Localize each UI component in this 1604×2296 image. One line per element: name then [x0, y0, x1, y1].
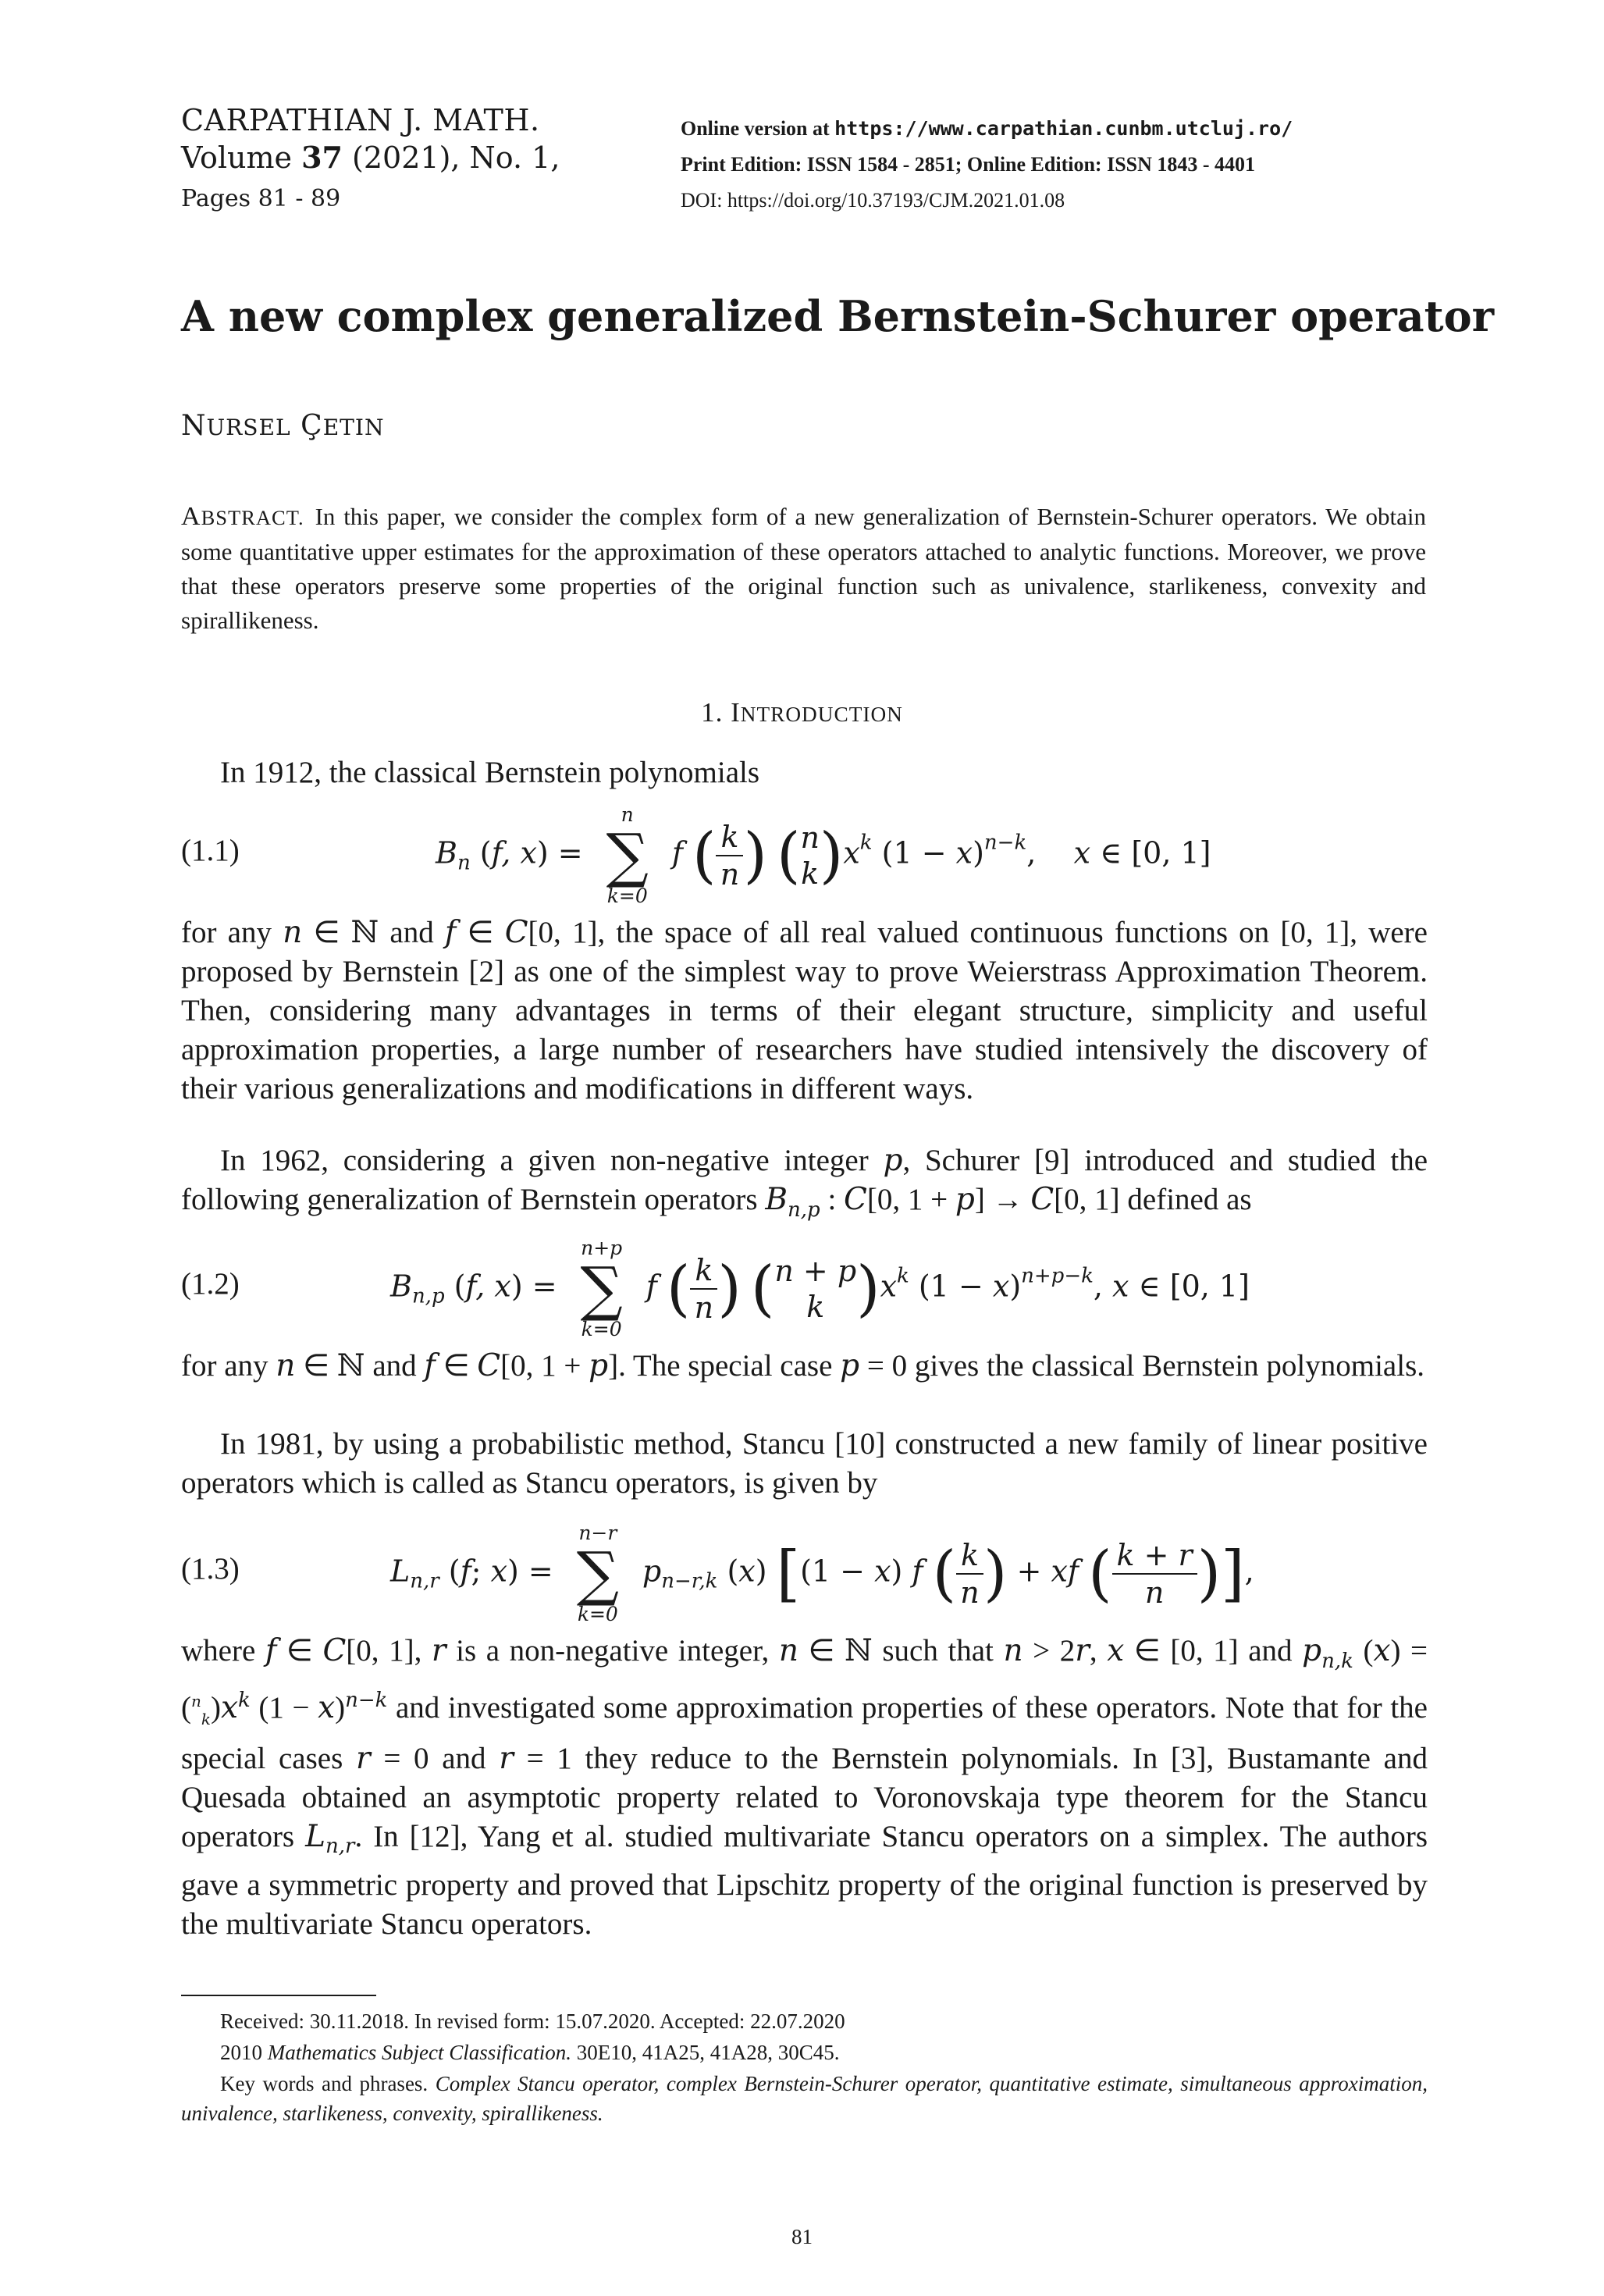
- footnote-rule: [181, 1995, 376, 1996]
- equation-1-1: $B_n$ (f, x) = n ∑ k=0 f ( $\frac{k}{n}$ ) ( n k )$x^k$ $(1 - x)^{n-k}$, x ∈ [0, 1]: [436, 803, 1211, 907]
- equation-1-3: $L_{n,r}$ (f; x) = n−r ∑ k=0 $p_{n-r,k}$ (x) [(1 − x) f ( $\frac{k}{n}$ ) + xf ( $\frac{k + r}{n}$ )],: [390, 1522, 1254, 1625]
- author-name: NURSEL ÇETIN: [181, 410, 385, 442]
- paragraph-3: In 1962, considering a given non-negative integer p, Schurer [9] introduced and studied the following generalization of Bernstein operators $B_{n,p}$ : C[0, 1 + p] → C[0, 1] defined as: [181, 1143, 1428, 1222]
- equation-1-2-label: (1.2): [181, 1267, 240, 1301]
- online-url-link[interactable]: https://www.carpathian.cunbm.utcluj.ro/: [834, 117, 1293, 140]
- journal-name: CARPATHIAN J. MATH.: [181, 103, 540, 137]
- online-version: Online version at https://www.carpathian.cunbm.utcluj.ro/: [681, 117, 1293, 140]
- footnote-received: Received: 30.11.2018. In revised form: 15.07.2020. Accepted: 22.07.2020: [220, 2009, 845, 2033]
- journal-volume: Volume 37 (2021), No. 1,: [181, 140, 560, 175]
- abstract-label: ABSTRACT.: [181, 502, 304, 531]
- journal-header-left: [181, 101, 618, 217]
- paragraph-5: In 1981, by using a probabilistic method, Stancu [10] constructed a new family of linear positive operators which is called as Stancu operators, is given by: [181, 1427, 1428, 1500]
- paragraph-1: In 1912, the classical Bernstein polynomials: [220, 756, 760, 789]
- page-number: 81: [791, 2225, 813, 2248]
- paragraph-6: where f ∈ C[0, 1], r is a non-negative integer, n ∈ ℕ such that n > 2r, x ∈ [0, 1] and $p_{n,k}$ $(x) = (^n_k)x^k$ $(1 - x)^{n-k}$ and investigated some approximation properties of these operators. Note that for the special cases r = 0 and r = 1 they reduce to the Bernstein polynomials. In [3], Bustamante and Quesada obtained an asymptotic property related to Voronovskaja type theorem for the Stancu operators $L_{n,r}$. In [12], Yang et al. studied multivariate Stancu operators on a simplex. The authors gave a symmetric property and proved that Lipschitz property of the original function is preserved by the multivariate Stancu operators.: [181, 1633, 1428, 1942]
- equation-1-2: $B_{n,p}$ (f, x) = n+p ∑ k=0 f ( $\frac{k}{n}$ ) ( n + p k )$x^k$ $(1 - x)^{n+p-k}$, x ∈ [0, 1]: [390, 1237, 1250, 1340]
- equation-1-1-label: (1.1): [181, 834, 240, 867]
- abstract-text: In this paper, we consider the complex form of a new generalization of Bernstein-Schurer operators. We obtain some quantitative upper estimates for the approximation of these operators attached to analytic functions. Moreover, we prove that these operators preserve some properties of the original function such as univalence, starlikeness, convexity and spirallikeness.: [181, 503, 1426, 634]
- footnote-msc: 2010 Mathematics Subject Classification. 30E10, 41A25, 41A28, 30C45.: [220, 2041, 840, 2064]
- footnote-keywords: Key words and phrases. Complex Stancu operator, complex Bernstein-Schurer operator, quantitative estimate, simultaneous approximation, univalence, starlikeness, convexity, spirallikeness.: [181, 2072, 1428, 2125]
- abstract: [181, 500, 1426, 638]
- doi-line: DOI: https://doi.org/10.37193/CJM.2021.01.08: [681, 189, 1065, 212]
- journal-header-right: [681, 111, 1461, 219]
- paragraph-2: for any n ∈ ℕ and f ∈ C[0, 1], the space of all real valued continuous functions on [0, 1], were proposed by Bernstein [2] as one of the simplest way to prove Weierstrass Approximation Theorem. Then, considering many advantages in terms of their elegant structure, simplicity and useful approximation properties, a large number of researchers have studied intensively the discovery of their various generalizations and modifications in different ways.: [181, 915, 1428, 1105]
- section-heading: 1. INTRODUCTION: [701, 697, 903, 728]
- issn-line: Print Edition: ISSN 1584 - 2851; Online Edition: ISSN 1843 - 4401: [681, 153, 1256, 176]
- journal-pages: Pages 81 - 89: [181, 185, 341, 212]
- paragraph-4: for any n ∈ ℕ and f ∈ C[0, 1 + p]. The special case p = 0 gives the classical Bernstein polynomials.: [181, 1348, 1425, 1383]
- paper-title: A new complex generalized Bernstein-Schurer operator: [181, 291, 1495, 341]
- equation-1-3-label: (1.3): [181, 1552, 240, 1586]
